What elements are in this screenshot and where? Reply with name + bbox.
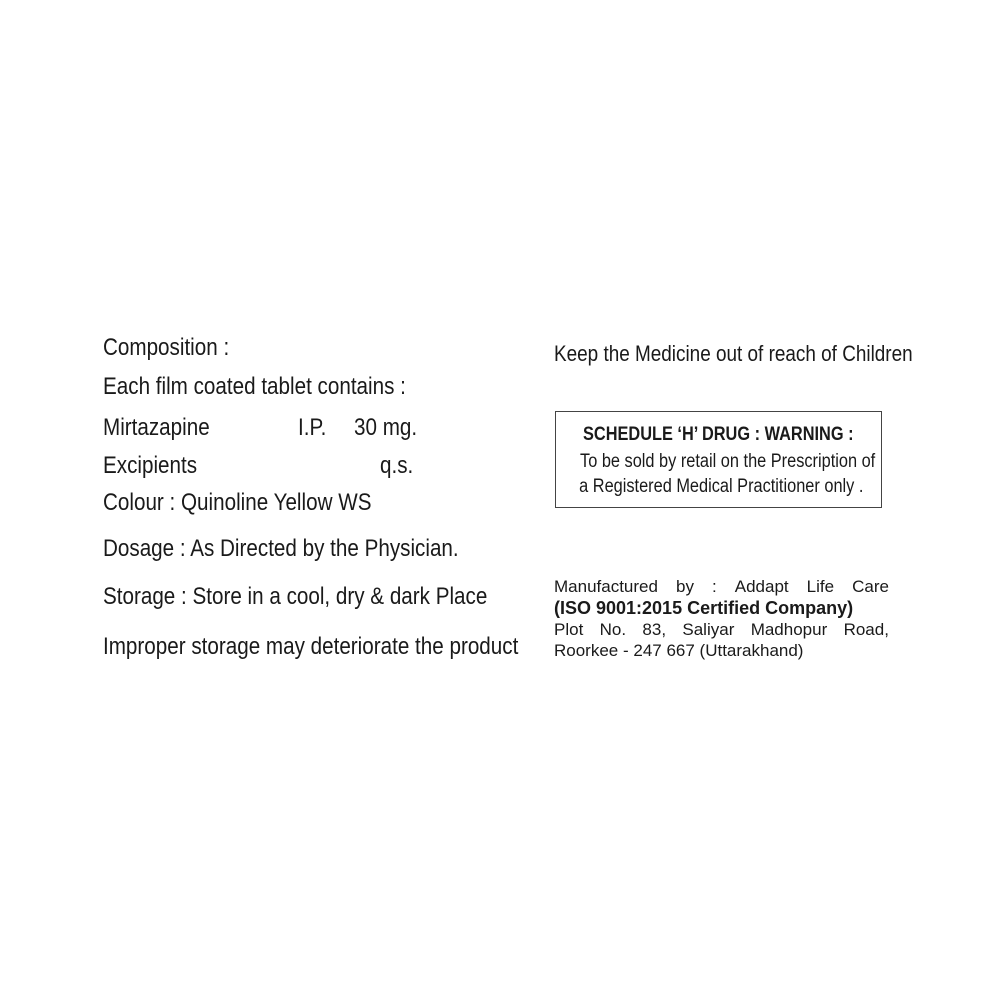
warning-title: SCHEDULE ‘H’ DRUG : WARNING :: [583, 424, 854, 445]
warning-line: a Registered Medical Practitioner only .: [579, 476, 864, 497]
storage-line: Storage : Store in a cool, dry & dark Place: [103, 583, 488, 610]
ingredient-standard: I.P.: [298, 414, 327, 441]
address-line: Plot No. 83, Saliyar Madhopur Road,: [554, 620, 889, 639]
ingredient-name: Mirtazapine: [103, 414, 210, 441]
dosage-line: Dosage : As Directed by the Physician.: [103, 535, 459, 562]
composition-intro: Each film coated tablet contains :: [103, 373, 406, 400]
colour-line: Colour : Quinoline Yellow WS: [103, 489, 372, 516]
ingredient-row: [103, 414, 227, 442]
ingredient-row: [103, 452, 212, 480]
warning-line: To be sold by retail on the Prescription of: [580, 451, 876, 472]
certification-line: (ISO 9001:2015 Certified Company): [554, 598, 854, 618]
ingredient-amount: q.s.: [380, 452, 414, 479]
storage-warning-line: Improper storage may deteriorate the product: [103, 633, 519, 660]
manufacturer-line: Manufactured by : Addapt Life Care: [554, 577, 889, 596]
composition-heading: Composition :: [103, 334, 230, 361]
ingredient-name: Excipients: [103, 452, 198, 479]
city-line: Roorkee - 247 667 (Uttarakhand): [554, 641, 804, 660]
keep-out-of-reach-notice: Keep the Medicine out of reach of Children: [554, 341, 913, 366]
schedule-h-warning-box: [555, 411, 882, 508]
ingredient-amount: 30 mg.: [354, 414, 418, 441]
